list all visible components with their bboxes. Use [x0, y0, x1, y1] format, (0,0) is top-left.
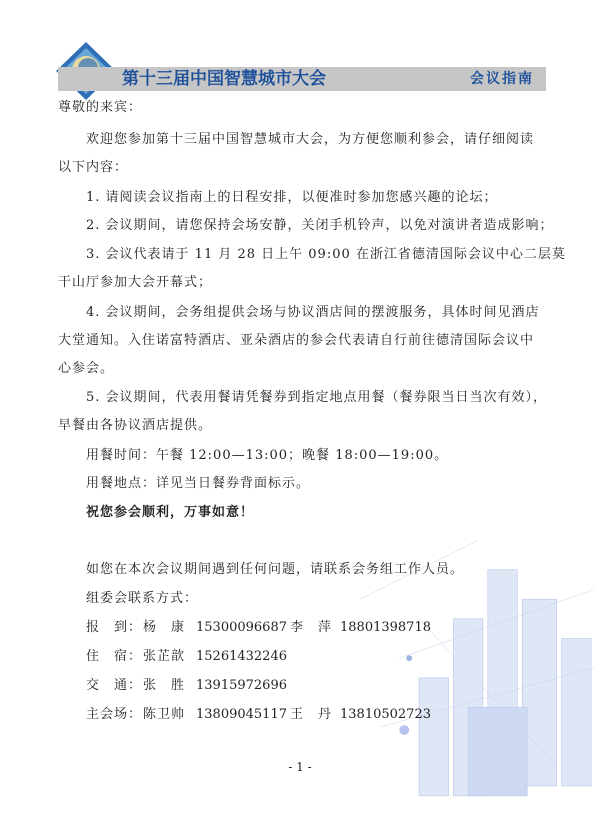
greeting: 尊敬的来宾：: [58, 100, 143, 115]
contact-note: 如您在本次会议期间遇到任何问题，请联系会务组工作人员。: [86, 562, 465, 577]
item-5: 5. 会议期间，代表用餐请凭餐券到指定地点用餐（餐券限当日当次有效），: [86, 390, 548, 405]
meal-place: 用餐地点：详见当日餐券背面标示。: [86, 476, 311, 491]
item-4-cont: 心参会。: [58, 361, 115, 376]
item-3: 3. 会议代表请于 11 月 28 日上午 09:00 在浙江省德清国际会议中心二层莫: [86, 247, 566, 262]
item-4-cont: 大堂通知。入住诺富特酒店、亚朵酒店的参会代表请自行前往德清国际会议中: [58, 333, 535, 348]
wish: 祝您参会顺利，万事如意！: [86, 505, 255, 520]
header-section-label: 会议指南: [470, 71, 534, 87]
intro-line: 以下内容：: [58, 160, 129, 175]
item-4: 4. 会议期间，会务组提供会场与协议酒店间的摆渡服务，具体时间见酒店: [86, 305, 540, 320]
page-number: - 1 -: [288, 760, 312, 774]
item-3-cont: 干山厅参加大会开幕式；: [58, 275, 213, 290]
conference-title: 第十三届中国智慧城市大会: [122, 69, 326, 89]
intro-line: 欢迎您参加第十三届中国智慧城市大会，为方便您顺利参会，请仔细阅读: [86, 132, 535, 147]
meal-time: 用餐时间：午餐 12:00—13:00；晚餐 18:00—19:00。: [86, 448, 449, 463]
item-1: 1. 请阅读会议指南上的日程安排，以便准时参加您感兴趣的论坛；: [86, 190, 498, 205]
item-5-cont: 早餐由各协议酒店提供。: [58, 418, 213, 433]
item-2: 2. 会议期间，请您保持会场安静，关闭手机铃声，以免对演讲者造成影响；: [86, 218, 554, 233]
contact-title: 组委会联系方式：: [86, 591, 199, 606]
